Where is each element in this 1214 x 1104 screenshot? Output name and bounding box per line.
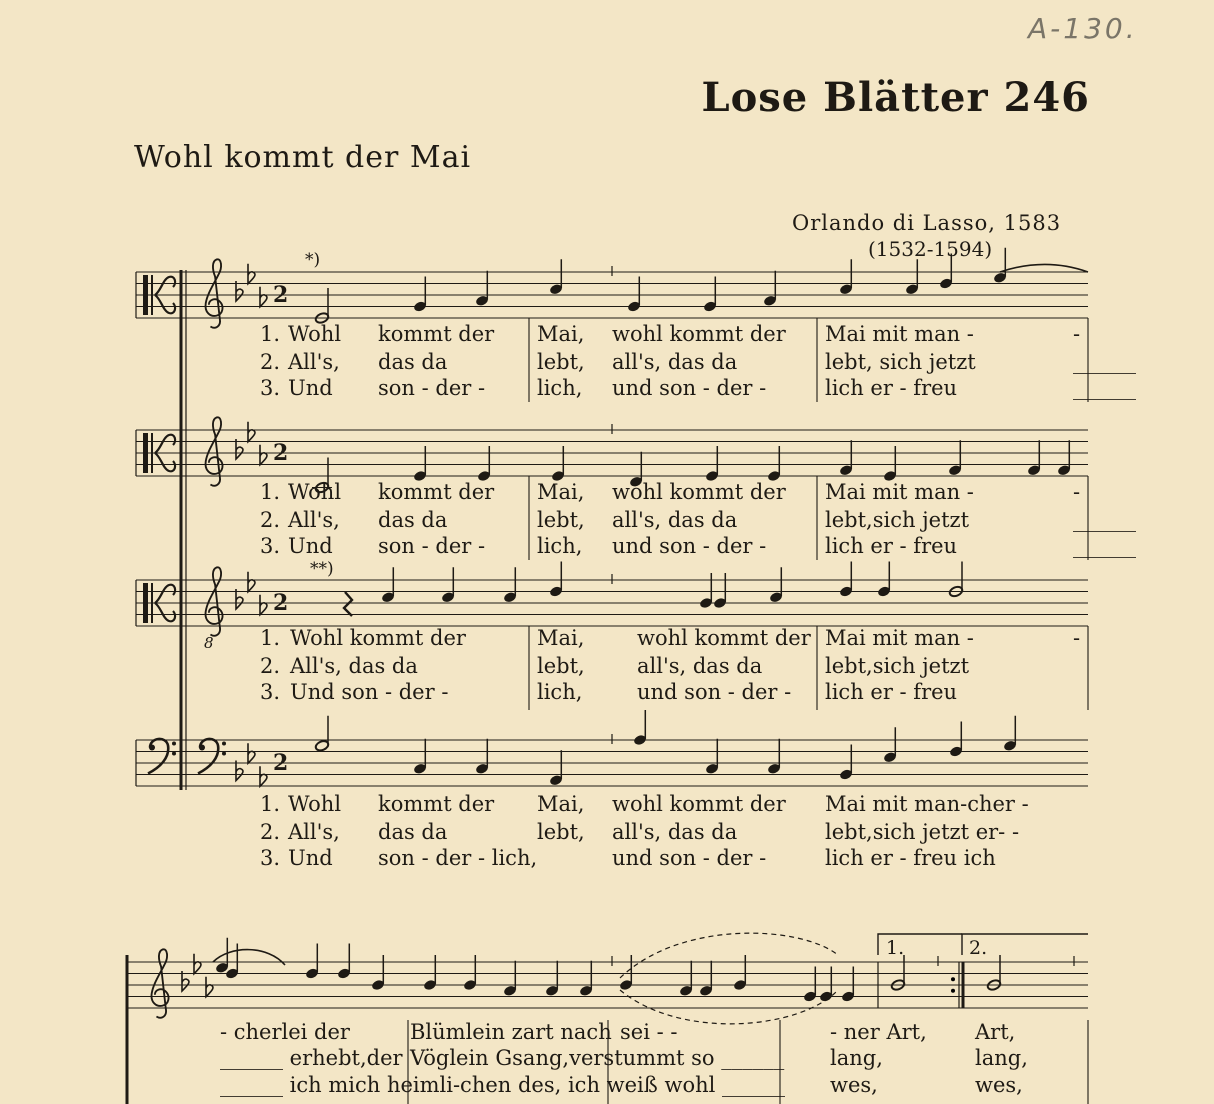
lyric-syllables: kommt der [378, 480, 495, 504]
lyric-syllables: lich er - freu ich [825, 846, 996, 870]
lyric-syllables: Mai mit man - [825, 626, 974, 650]
lyric-syllables: Mai mit man - [825, 480, 974, 504]
quarter-note [549, 750, 563, 786]
flat-icon [248, 572, 255, 592]
lyric-syllables: und son - der - [612, 846, 767, 870]
lyric-syllables: und son - der - [612, 534, 767, 558]
quarter-note [549, 259, 563, 295]
verse-number: 2. [260, 654, 281, 678]
lyric-syllables: all's, das da [637, 654, 763, 678]
lyric-syllables: das da [378, 350, 448, 374]
lyric-syllables: All's, das da [290, 654, 418, 678]
lyric-syllables: kommt der [378, 322, 495, 346]
quarter-note [441, 567, 455, 603]
quarter-note [579, 961, 593, 997]
quarter-note [839, 440, 853, 476]
repeat-dot [951, 977, 955, 981]
verse-number: 3. [260, 376, 281, 400]
quarter-note [413, 739, 427, 775]
slur-end-staff-1 [1000, 265, 1088, 273]
lyric-syllables: lebt,sich jetzt [825, 508, 970, 532]
lyric-syllables: lich er - freu [825, 534, 958, 558]
time-signature: 2 [273, 589, 289, 616]
volta-2-label: 2. [969, 937, 988, 959]
lyric-syllables: - cherlei der [220, 1020, 350, 1044]
flat-icon [260, 595, 267, 615]
lyric-syllables: lebt, [537, 820, 585, 844]
lyric-syllables: wohl kommt der [637, 626, 811, 650]
verse-number: 3. [260, 680, 281, 704]
lyric-syllables: sei - - [620, 1020, 678, 1044]
verse-number: 2. [260, 508, 281, 532]
octave-mark: 8 [204, 634, 214, 652]
lyric-syllables: wes, [975, 1073, 1023, 1097]
quarter-note [1003, 716, 1017, 752]
lyric-syllables: das da [378, 508, 448, 532]
time-signature: 2 [273, 749, 289, 776]
quarter-note [475, 271, 489, 307]
lyric-syllables: - [1073, 480, 1081, 504]
flat-icon [260, 445, 267, 465]
lyric-syllables: Wohl [288, 480, 342, 504]
quarter-note [633, 710, 647, 746]
lyric-syllables: all's, das da [612, 350, 738, 374]
quarter-note [763, 271, 777, 307]
lyric-syllables: lang, [830, 1046, 883, 1070]
bass-clef-icon [198, 739, 226, 774]
quarter-note [883, 727, 897, 763]
lyric-syllables: Vöglein Gsang,verstummt so ______ [410, 1046, 785, 1070]
quarter-note [503, 567, 517, 603]
lyric-syllables: ______ erhebt,der [220, 1046, 403, 1070]
quarter-note [381, 567, 395, 603]
lyric-syllables: All's, [288, 820, 340, 844]
lyric-syllables: Art, [975, 1020, 1016, 1044]
lyric-syllables: - ner Art, [830, 1020, 927, 1044]
flat-icon [248, 422, 255, 442]
quarter-note [905, 259, 919, 295]
system-2-notes [215, 938, 1002, 1003]
lyric-syllables: Und [288, 846, 333, 870]
time-signature: 2 [273, 281, 289, 308]
lyric-syllables: Und son - der - [290, 680, 449, 704]
flat-icon [194, 954, 201, 974]
lyric-syllables: lich, [537, 376, 583, 400]
lyric-syllables: Mai mit man - [825, 322, 974, 346]
lyric-syllables: wohl kommt der [612, 322, 786, 346]
verse-number: 1. [260, 792, 281, 816]
lyric-syllables: das da [378, 820, 448, 844]
lyric-syllables: lich er - freu [825, 680, 958, 704]
lyric-syllables: und son - der - [637, 680, 792, 704]
verse-number: 3. [260, 846, 281, 870]
repeat-dot [951, 989, 955, 993]
verse-number: 3. [260, 534, 281, 558]
lyric-syllables: Mai, [537, 626, 585, 650]
quarter-note [769, 567, 783, 603]
quarter-rest-icon [344, 592, 352, 616]
quarter-note [503, 961, 517, 997]
quarter-note [679, 961, 693, 997]
bass-clef-icon [148, 739, 176, 774]
flat-icon [248, 264, 255, 284]
flat-icon [206, 977, 213, 997]
flat-icon [248, 743, 255, 763]
time-signature: 2 [273, 439, 289, 466]
lyric-syllables: son - der - [378, 376, 486, 400]
lyric-syllables: lang, [975, 1046, 1028, 1070]
verse-number: 1. [260, 480, 281, 504]
quarter-note [839, 259, 853, 295]
verse-number: 1. [260, 322, 281, 346]
song-title: Wohl kommt der Mai [134, 140, 472, 175]
lyric-syllables: all's, das da [612, 820, 738, 844]
lyric-syllables: son - der - [378, 534, 486, 558]
volta-1-label: 1. [886, 937, 905, 959]
half-note [314, 716, 329, 752]
flat-icon [260, 766, 267, 786]
lyric-syllables: ______ [1073, 350, 1136, 374]
lyric-syllables: ______ [1073, 534, 1136, 558]
lyric-syllables: kommt der [378, 792, 495, 816]
lyric-syllables: Und [288, 376, 333, 400]
composer: Orlando di Lasso, 1583 [792, 211, 1062, 235]
lyric-syllables: Wohl [288, 792, 342, 816]
lyric-syllables: Und [288, 534, 333, 558]
lyric-syllables: Mai, [537, 480, 585, 504]
quarter-note [1027, 440, 1041, 476]
flat-icon [260, 287, 267, 307]
staff-4 [136, 734, 1088, 786]
lyric-syllables: und son - der - [612, 376, 767, 400]
quarter-note [1057, 440, 1071, 476]
lyric-syllables: lich er - freu [825, 376, 958, 400]
lyric-syllables: ______ ich mich heimli-chen des, ich weiß wohl ______ [220, 1073, 786, 1097]
series-title: Lose Blätter 246 [701, 74, 1090, 121]
lyric-syllables: wes, [830, 1073, 878, 1097]
lyric-syllables: Mai, [537, 792, 585, 816]
lyric-syllables: Mai, [537, 322, 585, 346]
lyric-syllables: Mai mit man-cher - [825, 792, 1029, 816]
quarter-note [699, 961, 713, 997]
quarter-note [948, 440, 962, 476]
lyric-syllables: wohl kommt der [612, 792, 786, 816]
lyric-syllables: son - der - lich, [378, 846, 538, 870]
lyric-syllables: All's, [288, 350, 340, 374]
dashed-slur-top [620, 933, 838, 978]
lyric-syllables: Blümlein zart nach [410, 1020, 612, 1044]
lyric-syllables: - [1073, 626, 1081, 650]
lyric-syllables: All's, [288, 508, 340, 532]
lyric-syllables: lebt, [537, 350, 585, 374]
lyric-syllables: lebt,sich jetzt er- - [825, 820, 1020, 844]
lyric-syllables: ______ [1073, 376, 1136, 400]
lyric-syllables: lebt, [537, 508, 585, 532]
lyric-syllables: ______ [1073, 508, 1136, 532]
lyric-syllables: lebt,sich jetzt [825, 654, 970, 678]
lyric-syllables: lich, [537, 680, 583, 704]
catalog-mark: A-130. [1028, 12, 1138, 45]
quarter-note [705, 739, 719, 775]
quarter-note [993, 248, 1007, 284]
footnote-mark-1: *) [305, 250, 321, 270]
lyric-syllables: lebt, sich jetzt [825, 350, 976, 374]
lyric-syllables: - [1073, 322, 1081, 346]
footnote-mark-2: **) [310, 559, 334, 579]
composer-dates: (1532-1594) [868, 237, 993, 261]
quarter-note [767, 739, 781, 775]
verse-number: 1. [260, 626, 281, 650]
quarter-note [475, 739, 489, 775]
lyric-syllables: all's, das da [612, 508, 738, 532]
quarter-note [545, 961, 559, 997]
lyric-syllables: Wohl [288, 322, 342, 346]
verse-number: 2. [260, 350, 281, 374]
lyric-syllables: wohl kommt der [612, 480, 786, 504]
verse-number: 2. [260, 820, 281, 844]
lyric-syllables: lebt, [537, 654, 585, 678]
slur [213, 950, 285, 965]
lyric-syllables: lich, [537, 534, 583, 558]
lyric-syllables: Wohl kommt der [290, 626, 466, 650]
